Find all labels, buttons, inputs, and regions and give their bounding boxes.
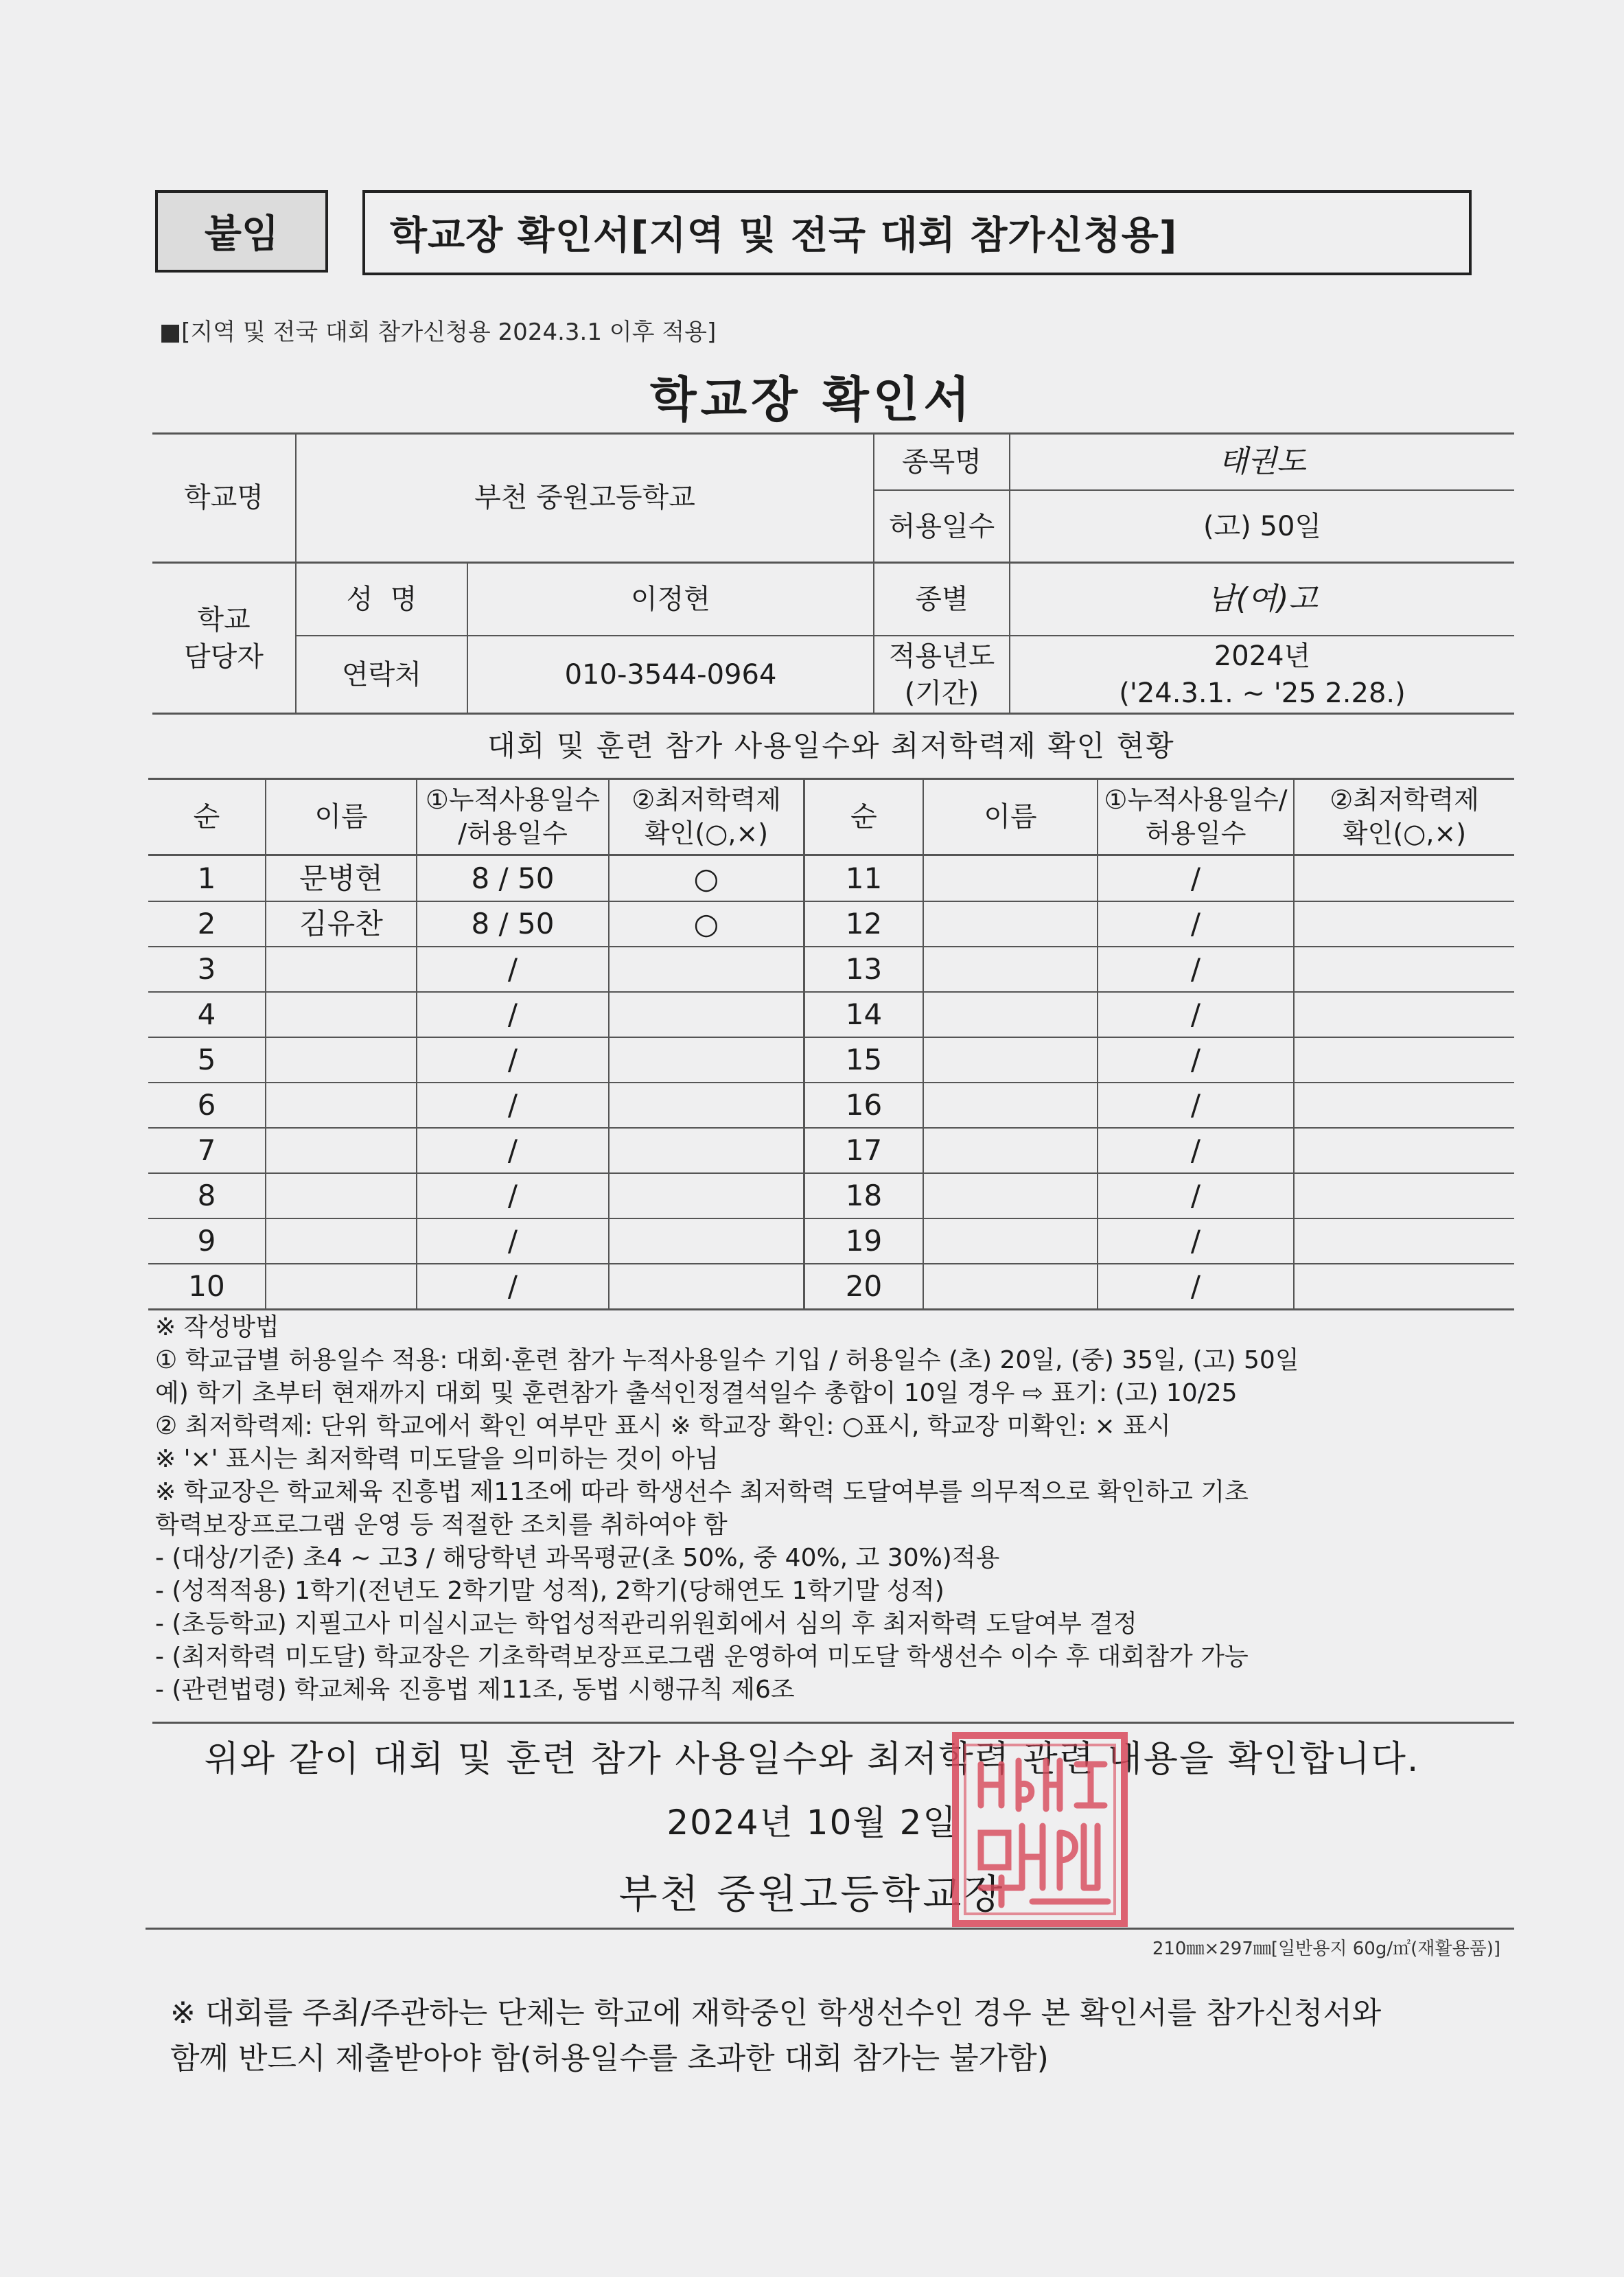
row-days-right: / bbox=[1190, 861, 1201, 895]
row-no: 1 bbox=[197, 861, 216, 895]
row-name bbox=[266, 947, 416, 992]
issue-date: 2024년 10월 2일 bbox=[666, 1803, 958, 1842]
footer-note bbox=[170, 1991, 1381, 2081]
instruction-line: - (대상/기준) 초4 ~ 고3 / 해당학년 과목평균(초 50%, 중 40%, 고 30%)적용 bbox=[155, 1544, 1000, 1572]
instruction-line: ※ '×' 표시는 최저학력 미도달을 의미하는 것이 아님 bbox=[155, 1445, 719, 1473]
row-check bbox=[610, 992, 803, 1037]
row-check-right bbox=[1295, 1037, 1514, 1083]
row-name-right bbox=[924, 1264, 1097, 1309]
row-name bbox=[266, 1083, 416, 1128]
row-name bbox=[266, 1218, 416, 1264]
row-name-right bbox=[924, 1173, 1097, 1218]
gender-label: 종별 bbox=[915, 583, 968, 615]
row-days: 8 / 50 bbox=[471, 861, 555, 895]
row-days-right: / bbox=[1190, 1087, 1201, 1122]
row-check bbox=[610, 1083, 803, 1128]
row-days-right: / bbox=[1190, 1178, 1201, 1212]
apply-year-label-line2: (기간) bbox=[904, 677, 979, 709]
row-days-right: / bbox=[1190, 951, 1201, 986]
allowed-days-label: 허용일수 bbox=[888, 511, 995, 542]
row-days-right: / bbox=[1190, 1223, 1201, 1258]
row-name bbox=[266, 1037, 416, 1083]
row-days: / bbox=[507, 1087, 518, 1122]
row-check-right bbox=[1295, 856, 1514, 901]
row-no-right: 15 bbox=[845, 1042, 883, 1076]
document-heading: 학교장 확인서[지역 및 전국 대회 참가신청용] bbox=[362, 190, 1472, 275]
contact-group-label bbox=[152, 564, 295, 713]
row-days: / bbox=[507, 1178, 518, 1212]
instruction-line: 학력보장프로그램 운영 등 적절한 조치를 취하여야 함 bbox=[155, 1511, 728, 1539]
row-no-right: 16 bbox=[845, 1087, 883, 1122]
contact-group-label-line1: 학교 bbox=[197, 603, 251, 636]
col-header-check bbox=[610, 780, 803, 854]
row-no-right: 13 bbox=[845, 951, 883, 986]
row-name-right bbox=[924, 1037, 1097, 1083]
row-check bbox=[610, 947, 803, 992]
row-days-right: / bbox=[1190, 1133, 1201, 1167]
row-no: 10 bbox=[188, 1269, 225, 1303]
apply-year-value bbox=[1010, 636, 1514, 713]
row-days: / bbox=[507, 951, 518, 986]
instruction-line: - (초등학교) 지필고사 미실시교는 학업성적관리위원회에서 심의 후 최저학력 도달여부 결정 bbox=[155, 1610, 1137, 1638]
row-no: 3 bbox=[197, 951, 216, 986]
row-no: 5 bbox=[197, 1042, 216, 1076]
row-name-right bbox=[924, 1083, 1097, 1128]
apply-year-label bbox=[874, 636, 1009, 713]
footer-line: 함께 반드시 제출받아야 함(허용일수를 초과한 대회 참가는 불가함) bbox=[170, 2041, 1049, 2076]
col-header-days-line1: ①누적사용일수 bbox=[425, 784, 601, 815]
col-header-days-right bbox=[1098, 780, 1293, 854]
col-header-check-right-line2: 확인(○,×) bbox=[1342, 818, 1467, 848]
row-check-right bbox=[1295, 947, 1514, 992]
contact-group-label-line2: 담당자 bbox=[184, 640, 264, 673]
row-check bbox=[610, 1218, 803, 1264]
col-header-name: 이름 bbox=[314, 801, 368, 833]
row-check-right bbox=[1295, 901, 1514, 947]
row-name-right bbox=[924, 856, 1097, 901]
gender-value: 남(여)고 bbox=[1207, 581, 1318, 617]
apply-year-value-line1: 2024년 bbox=[1214, 640, 1311, 672]
col-header-days-right-line2: 허용일수 bbox=[1145, 818, 1246, 848]
phone-label: 연락처 bbox=[342, 658, 421, 691]
person-name-label: 성 명 bbox=[346, 583, 417, 615]
row-name: 김유찬 bbox=[299, 906, 383, 940]
instructions bbox=[155, 1311, 1521, 1707]
row-name-right bbox=[924, 1128, 1097, 1173]
row-check-right bbox=[1295, 1173, 1514, 1218]
section-title: 대회 및 훈련 참가 사용일수와 최저학력제 확인 현황 bbox=[487, 728, 1175, 763]
row-name bbox=[266, 992, 416, 1037]
instruction-line: ※ 학교장은 학교체육 진흥법 제11조에 따라 학생선수 최저학력 도달여부를 의무적으로 확인하고 기초 bbox=[155, 1478, 1249, 1506]
row-check-right bbox=[1295, 1128, 1514, 1173]
row-name-right bbox=[924, 1218, 1097, 1264]
row-check-right bbox=[1295, 992, 1514, 1037]
col-header-days-right-line1: ①누적사용일수/ bbox=[1104, 784, 1288, 815]
attachment-tag: 붙임 bbox=[155, 190, 328, 273]
instruction-line: ※ 작성방법 bbox=[155, 1313, 279, 1341]
row-days: 8 / 50 bbox=[471, 906, 555, 940]
instruction-line: - (성적적용) 1학기(전년도 2학기말 성적), 2학기(당해연도 1학기말 성적) bbox=[155, 1577, 944, 1605]
apply-year-label-line1: 적용년도 bbox=[888, 640, 995, 672]
col-header-days-line2: /허용일수 bbox=[458, 818, 568, 848]
person-name-value: 이정현 bbox=[631, 583, 710, 615]
row-name-right bbox=[924, 992, 1097, 1037]
row-check: ○ bbox=[693, 906, 719, 940]
instruction-line: ② 최저학력제: 단위 학교에서 확인 여부만 표시 ※ 학교장 확인: ○표시, 학교장 미확인: × 표시 bbox=[155, 1412, 1171, 1440]
row-check bbox=[610, 1264, 803, 1309]
applicability-note: ■[지역 및 전국 대회 참가신청용 2024.3.1 이후 적용] bbox=[159, 319, 717, 346]
row-days-right: / bbox=[1190, 1042, 1201, 1076]
col-header-no-right: 순 bbox=[850, 801, 877, 833]
col-header-check-line1: ②최저학력제 bbox=[631, 784, 781, 815]
row-no: 9 bbox=[197, 1223, 216, 1258]
row-no: 7 bbox=[197, 1133, 216, 1167]
col-header-check-right-line1: ②최저학력제 bbox=[1330, 784, 1479, 815]
row-name bbox=[266, 1264, 416, 1309]
row-name: 문병현 bbox=[299, 861, 383, 895]
footer-line: ※ 대회를 주최/주관하는 단체는 학교에 재학중인 학생선수인 경우 본 확인서를 참가신청서와 bbox=[170, 1996, 1382, 2031]
row-days: / bbox=[507, 1269, 518, 1303]
phone-value: 010-3544-0964 bbox=[564, 658, 777, 691]
row-check-right bbox=[1295, 1083, 1514, 1128]
row-check bbox=[610, 1128, 803, 1173]
row-check bbox=[610, 1037, 803, 1083]
row-days-right: / bbox=[1190, 997, 1201, 1031]
paper-spec: 210㎜×297㎜[일반용지 60g/㎡(재활용품)] bbox=[1152, 1939, 1500, 1959]
row-no-right: 20 bbox=[845, 1269, 883, 1303]
instruction-line: 예) 학기 초부터 현재까지 대회 및 훈련참가 출석인정결석일수 총합이 10일 경우 ⇨ 표기: (고) 10/25 bbox=[155, 1379, 1238, 1407]
instruction-line: ① 학교급별 허용일수 적용: 대회·훈련 참가 누적사용일수 기입 / 허용일수 (초) 20일, (중) 35일, (고) 50일 bbox=[155, 1346, 1299, 1374]
row-check-right bbox=[1295, 1264, 1514, 1309]
row-no-right: 12 bbox=[845, 906, 883, 940]
col-header-check-right bbox=[1295, 780, 1514, 854]
row-no-right: 17 bbox=[845, 1133, 883, 1167]
col-header-check-line2: 확인(○,×) bbox=[644, 818, 769, 848]
row-days: / bbox=[507, 1223, 518, 1258]
page-title: 학교장 확인서 bbox=[649, 371, 975, 428]
row-days: / bbox=[507, 1042, 518, 1076]
school-name-label: 학교명 bbox=[184, 482, 264, 513]
row-no-right: 11 bbox=[845, 861, 883, 895]
row-name-right bbox=[924, 901, 1097, 947]
col-header-days bbox=[417, 780, 608, 854]
row-check bbox=[610, 1173, 803, 1218]
sport-label: 종목명 bbox=[902, 446, 982, 478]
row-no-right: 19 bbox=[845, 1223, 883, 1258]
instruction-line: - (최저학력 미도달) 학교장은 기초학력보장프로그램 운영하여 미도달 학생선수 이수 후 대회참가 가능 bbox=[155, 1643, 1249, 1671]
row-no-right: 14 bbox=[845, 997, 883, 1031]
row-check-right bbox=[1295, 1218, 1514, 1264]
principal-signature-line: 부천 중원고등학교장 bbox=[618, 1871, 1006, 1917]
apply-year-value-line2: ('24.3.1. ~ '25 2.28.) bbox=[1119, 677, 1406, 709]
row-days: / bbox=[507, 1133, 518, 1167]
confirmation-statement: 위와 같이 대회 및 훈련 참가 사용일수와 최저학력 관련 내용을 확인합니다. bbox=[204, 1739, 1420, 1780]
row-no: 2 bbox=[197, 906, 216, 940]
row-days-right: / bbox=[1190, 1269, 1201, 1303]
row-days-right: / bbox=[1190, 906, 1201, 940]
sport-value: 태권도 bbox=[1218, 444, 1306, 480]
row-days: / bbox=[507, 997, 518, 1031]
row-no-right: 18 bbox=[845, 1178, 883, 1212]
col-header-name-right: 이름 bbox=[984, 801, 1037, 833]
instruction-line: - (관련법령) 학교체육 진흥법 제11조, 동법 시행규칙 제6조 bbox=[155, 1676, 795, 1704]
row-name bbox=[266, 1128, 416, 1173]
row-no: 6 bbox=[197, 1087, 216, 1122]
row-name bbox=[266, 1173, 416, 1218]
row-no: 4 bbox=[197, 997, 216, 1031]
row-no: 8 bbox=[197, 1178, 216, 1212]
row-name-right bbox=[924, 947, 1097, 992]
school-name-value: 부천 중원고등학교 bbox=[474, 482, 695, 513]
allowed-days-value: (고) 50일 bbox=[1203, 511, 1322, 542]
row-check: ○ bbox=[693, 861, 719, 895]
col-header-no: 순 bbox=[193, 801, 220, 833]
